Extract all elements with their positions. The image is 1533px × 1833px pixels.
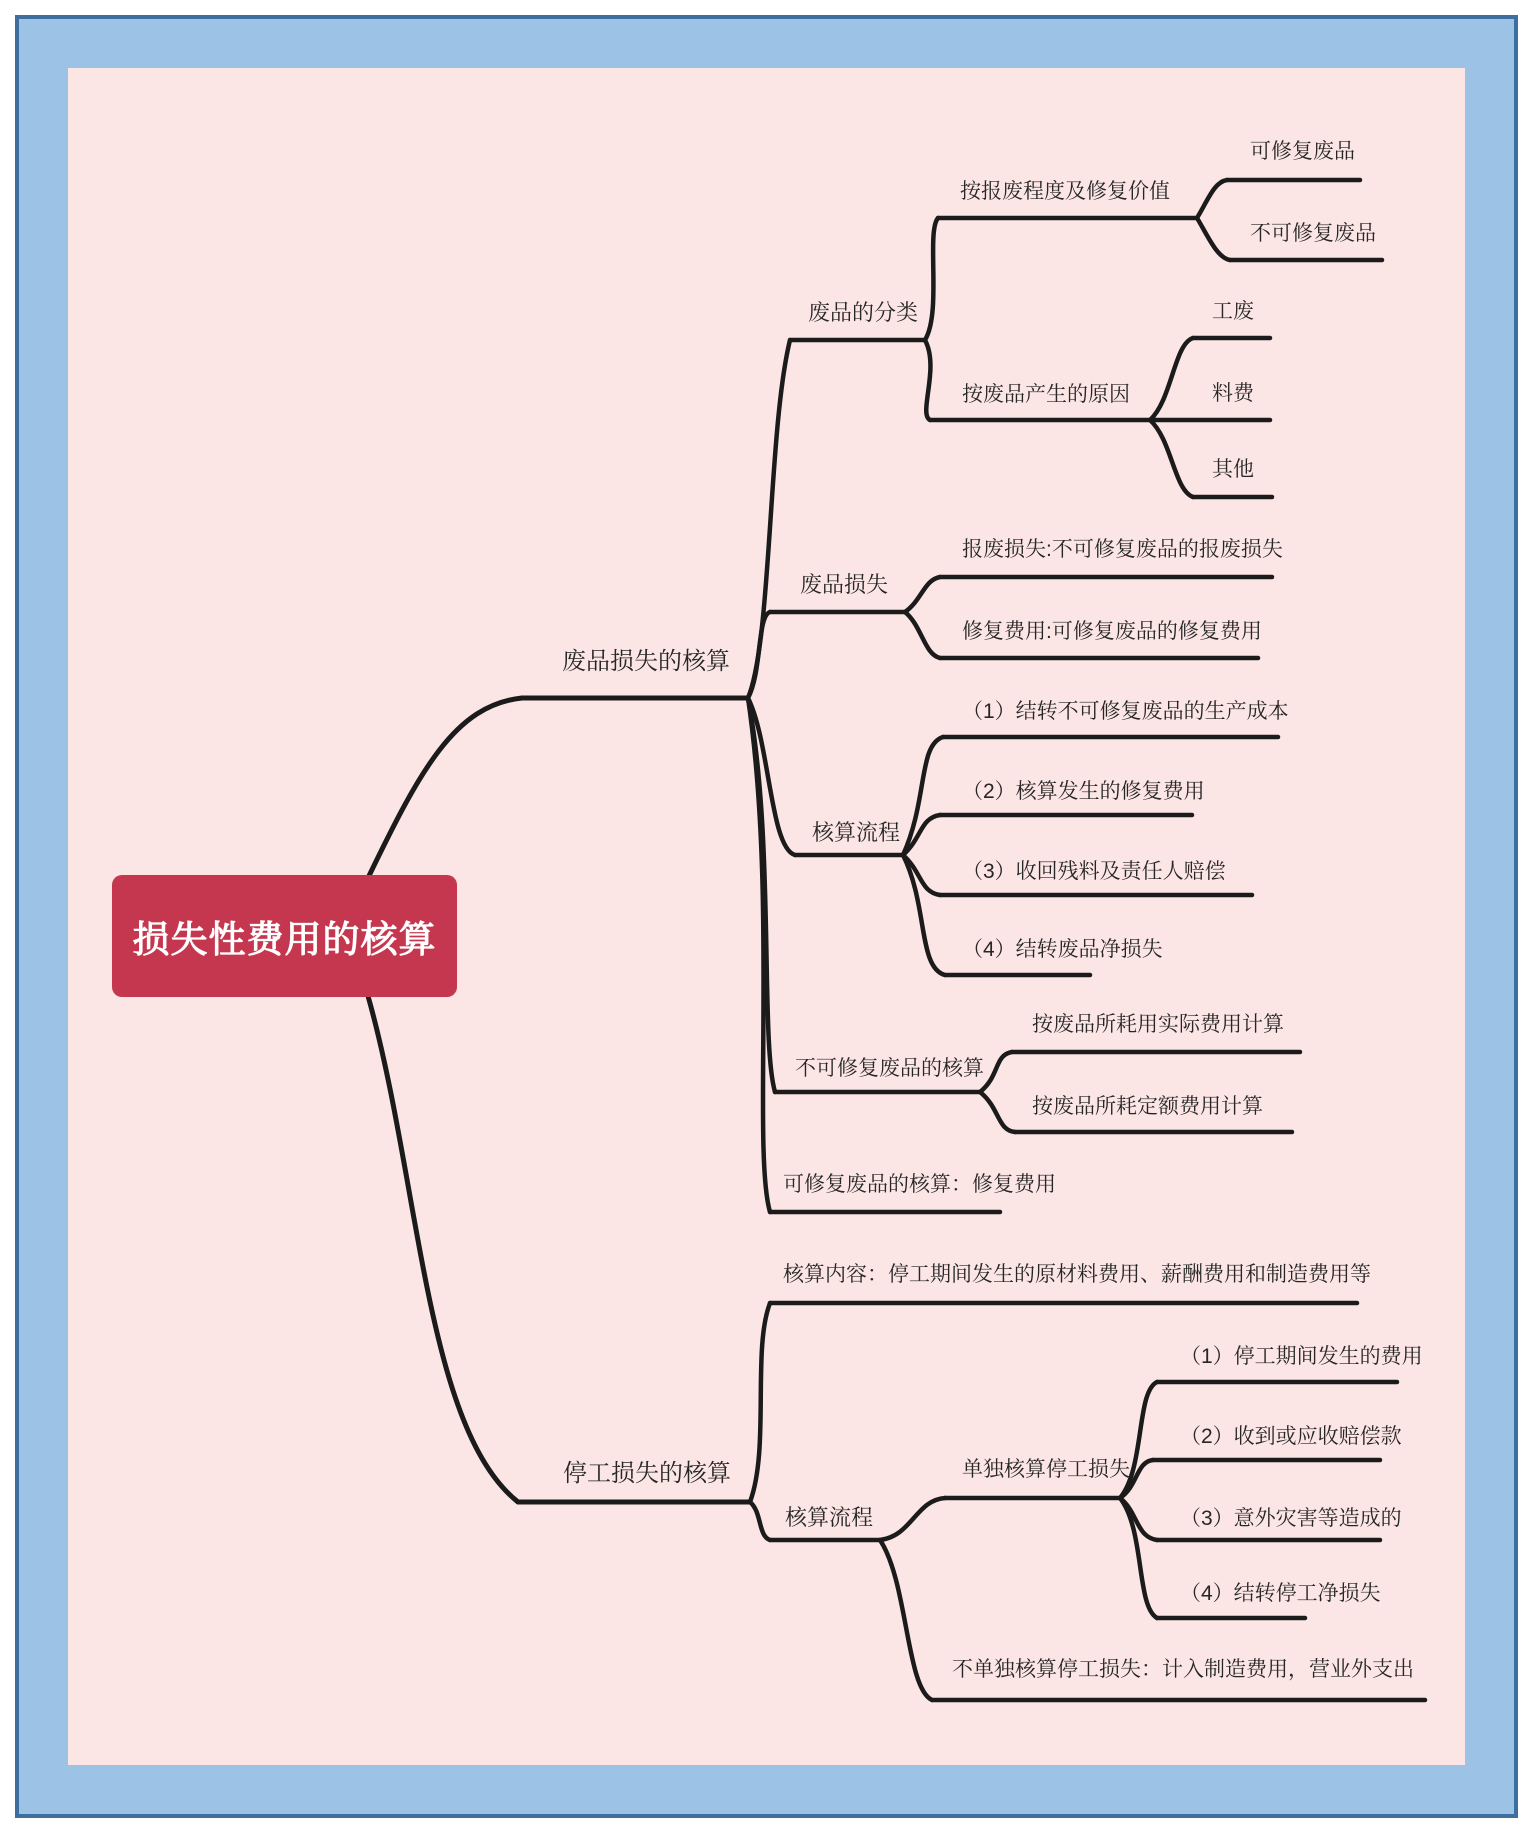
node-downtime-content[interactable]: 核算内容：停工期间发生的原材料费用、薪酬费用和制造费用等: [783, 1263, 1371, 1286]
node-scrap-classification[interactable]: 废品的分类: [808, 300, 919, 325]
node-downtime-step-4[interactable]: （4）结转停工净损失: [1180, 1582, 1381, 1605]
node-unrepairable-accounting[interactable]: 不可修复废品的核算: [795, 1057, 984, 1080]
node-separate-downtime-accounting[interactable]: 单独核算停工损失: [962, 1458, 1130, 1481]
node-scrap-step-2[interactable]: （2）核算发生的修复费用: [962, 780, 1205, 803]
node-downtime-loss-accounting[interactable]: 停工损失的核算: [563, 1460, 731, 1487]
node-repairable-scrap[interactable]: 可修复废品: [1250, 140, 1355, 163]
node-scrap-loss-accounting[interactable]: 废品损失的核算: [562, 648, 730, 675]
node-scrap-loss[interactable]: 废品损失: [800, 572, 889, 597]
node-process-scrap[interactable]: 工废: [1212, 300, 1254, 323]
node-accounting-process-scrap[interactable]: 核算流程: [812, 820, 901, 845]
node-by-scrap-degree[interactable]: 按报废程度及修复价值: [960, 180, 1170, 203]
node-downtime-step-3[interactable]: （3）意外灾害等造成的: [1180, 1507, 1402, 1530]
node-scrap-loss-writeoff[interactable]: 报废损失:不可修复废品的报废损失: [962, 538, 1283, 561]
node-by-scrap-cause[interactable]: 按废品产生的原因: [962, 383, 1130, 406]
node-material-scrap[interactable]: 料费: [1212, 382, 1254, 405]
node-actual-cost-method[interactable]: 按废品所耗用实际费用计算: [1032, 1013, 1284, 1036]
node-scrap-step-1[interactable]: （1）结转不可修复废品的生产成本: [962, 700, 1289, 723]
node-scrap-step-3[interactable]: （3）收回残料及责任人赔偿: [962, 860, 1226, 883]
node-repairable-accounting[interactable]: 可修复废品的核算：修复费用: [783, 1173, 1056, 1196]
node-downtime-step-2[interactable]: （2）收到或应收赔偿款: [1180, 1425, 1402, 1448]
node-not-separate-downtime-accounting[interactable]: 不单独核算停工损失：计入制造费用，营业外支出: [952, 1658, 1414, 1681]
node-other-scrap[interactable]: 其他: [1212, 458, 1254, 481]
node-accounting-process-downtime[interactable]: 核算流程: [785, 1505, 874, 1530]
node-scrap-step-4[interactable]: （4）结转废品净损失: [962, 938, 1163, 961]
node-downtime-step-1[interactable]: （1）停工期间发生的费用: [1180, 1345, 1423, 1368]
root-label: 损失性费用的核算: [132, 919, 437, 960]
node-quota-cost-method[interactable]: 按废品所耗定额费用计算: [1032, 1095, 1263, 1118]
node-scrap-loss-repair[interactable]: 修复费用:可修复废品的修复费用: [962, 620, 1262, 643]
node-unrepairable-scrap[interactable]: 不可修复废品: [1250, 222, 1376, 245]
node-root[interactable]: [112, 875, 457, 997]
